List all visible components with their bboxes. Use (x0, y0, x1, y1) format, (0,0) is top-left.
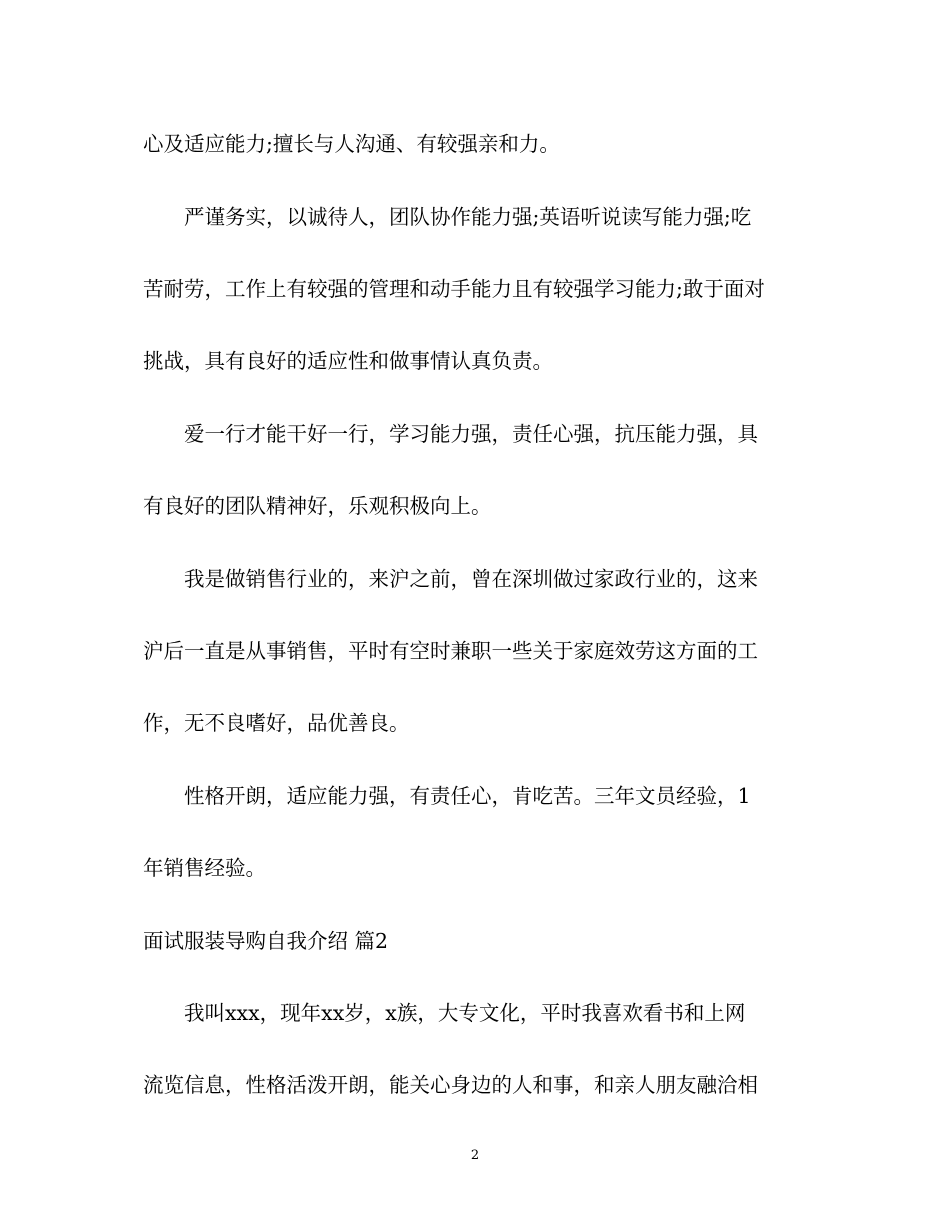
text-line: 挑战，具有良好的适应性和做事情认真负责。 (143, 349, 553, 373)
text-line: 心及适应能力;擅长与人沟通、有较强亲和力。 (143, 132, 560, 156)
text-line: 年销售经验。 (143, 856, 266, 880)
text-line: 作，无不良嗜好，品优善良。 (143, 711, 410, 735)
text-line: 有良好的团队精神好，乐观积极向上。 (143, 494, 492, 518)
paragraph-start-line: 我是做销售行业的，来沪之前，曾在深圳做过家政行业的，这来 (184, 567, 758, 591)
paragraph-start-line: 性格开朗，适应能力强，有责任心，肯吃苦。三年文员经验，1 (184, 784, 751, 808)
paragraph-start-line: 爱一行才能干好一行，学习能力强，责任心强，抗压能力强，具 (184, 422, 758, 446)
text-line: 沪后一直是从事销售，平时有空时兼职一些关于家庭效劳这方面的工 (143, 639, 758, 663)
paragraph-start-line: 严谨务实，以诚待人，团队协作能力强;英语听说读写能力强;吃 (184, 205, 752, 229)
text-line: 苦耐劳，工作上有较强的管理和动手能力且有较强学习能力;敢于面对 (143, 277, 765, 301)
text-line: 流览信息，性格活泼开朗，能关心身边的人和事，和亲人朋友融洽相 (143, 1073, 758, 1097)
paragraph-start-line: 我叫xxx，现年xx岁，x族，大专文化，平时我喜欢看书和上网 (184, 1001, 746, 1025)
section-heading: 面试服装导购自我介绍 篇2 (143, 929, 389, 953)
page-number: 2 (470, 1148, 480, 1163)
